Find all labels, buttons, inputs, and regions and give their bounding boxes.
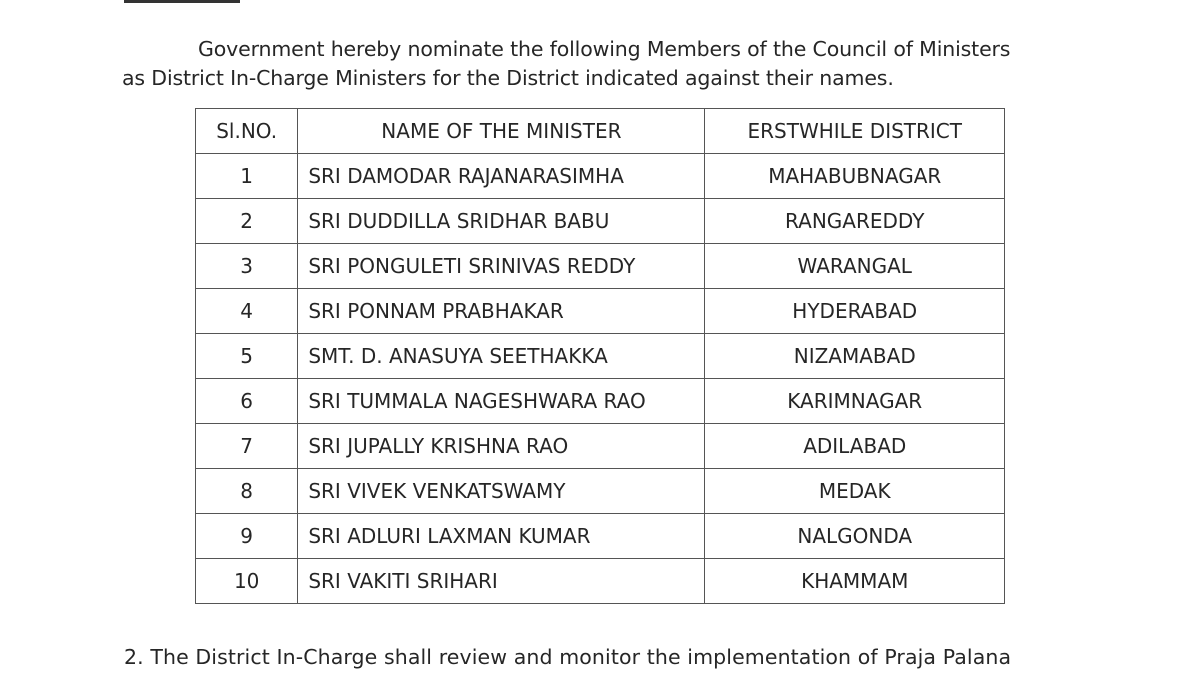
cell-district: KARIMNAGAR bbox=[705, 379, 1005, 424]
cell-minister-name: SRI PONGULETI SRINIVAS REDDY bbox=[298, 244, 705, 289]
cell-minister-name: SRI DUDDILLA SRIDHAR BABU bbox=[298, 199, 705, 244]
header-sl-no: Sl.NO. bbox=[196, 109, 298, 154]
cell-sl-no: 1 bbox=[196, 154, 298, 199]
table-row bbox=[196, 199, 1005, 244]
top-underline-divider bbox=[124, 0, 240, 3]
cell-sl-no: 5 bbox=[196, 334, 298, 379]
cell-sl-no: 6 bbox=[196, 379, 298, 424]
cell-district: MAHABUBNAGAR bbox=[705, 154, 1005, 199]
paragraph-2: 2. The District In-Charge shall review and monitor the implementation of Praja Palana bbox=[124, 645, 1012, 669]
cell-district: NALGONDA bbox=[705, 514, 1005, 559]
cell-minister-name: SRI DAMODAR RAJANARASIMHA bbox=[298, 154, 705, 199]
table-row bbox=[196, 244, 1005, 289]
cell-minister-name: SRI VIVEK VENKATSWAMY bbox=[298, 469, 705, 514]
table-row bbox=[196, 559, 1005, 604]
table-row bbox=[196, 334, 1005, 379]
header-minister-name: NAME OF THE MINISTER bbox=[298, 109, 705, 154]
intro-line-2: as District In-Charge Ministers for the District indicated against their names. bbox=[122, 66, 894, 90]
cell-sl-no: 2 bbox=[196, 199, 298, 244]
table-row bbox=[196, 424, 1005, 469]
cell-minister-name: SRI PONNAM PRABHAKAR bbox=[298, 289, 705, 334]
cell-district: NIZAMABAD bbox=[705, 334, 1005, 379]
cell-sl-no: 3 bbox=[196, 244, 298, 289]
cell-sl-no: 7 bbox=[196, 424, 298, 469]
cell-sl-no: 10 bbox=[196, 559, 298, 604]
cell-district: HYDERABAD bbox=[705, 289, 1005, 334]
cell-district: ADILABAD bbox=[705, 424, 1005, 469]
header-erstwhile-district: ERSTWHILE DISTRICT bbox=[705, 109, 1005, 154]
cell-district: MEDAK bbox=[705, 469, 1005, 514]
cell-district: WARANGAL bbox=[705, 244, 1005, 289]
intro-paragraph bbox=[122, 35, 1082, 93]
intro-line-1: Government hereby nominate the following Members of the Council of Ministers bbox=[198, 37, 1011, 61]
cell-district: KHAMMAM bbox=[705, 559, 1005, 604]
ministers-table bbox=[195, 108, 1005, 604]
table-row bbox=[196, 154, 1005, 199]
cell-sl-no: 4 bbox=[196, 289, 298, 334]
cell-sl-no: 9 bbox=[196, 514, 298, 559]
table-header-row bbox=[196, 109, 1005, 154]
table-row bbox=[196, 469, 1005, 514]
cell-minister-name: SRI ADLURI LAXMAN KUMAR bbox=[298, 514, 705, 559]
cell-minister-name: SRI VAKITI SRIHARI bbox=[298, 559, 705, 604]
cell-minister-name: SMT. D. ANASUYA SEETHAKKA bbox=[298, 334, 705, 379]
cell-sl-no: 8 bbox=[196, 469, 298, 514]
cell-district: RANGAREDDY bbox=[705, 199, 1005, 244]
table-row bbox=[196, 514, 1005, 559]
table-row bbox=[196, 379, 1005, 424]
cell-minister-name: SRI JUPALLY KRISHNA RAO bbox=[298, 424, 705, 469]
cell-minister-name: SRI TUMMALA NAGESHWARA RAO bbox=[298, 379, 705, 424]
table-row bbox=[196, 289, 1005, 334]
